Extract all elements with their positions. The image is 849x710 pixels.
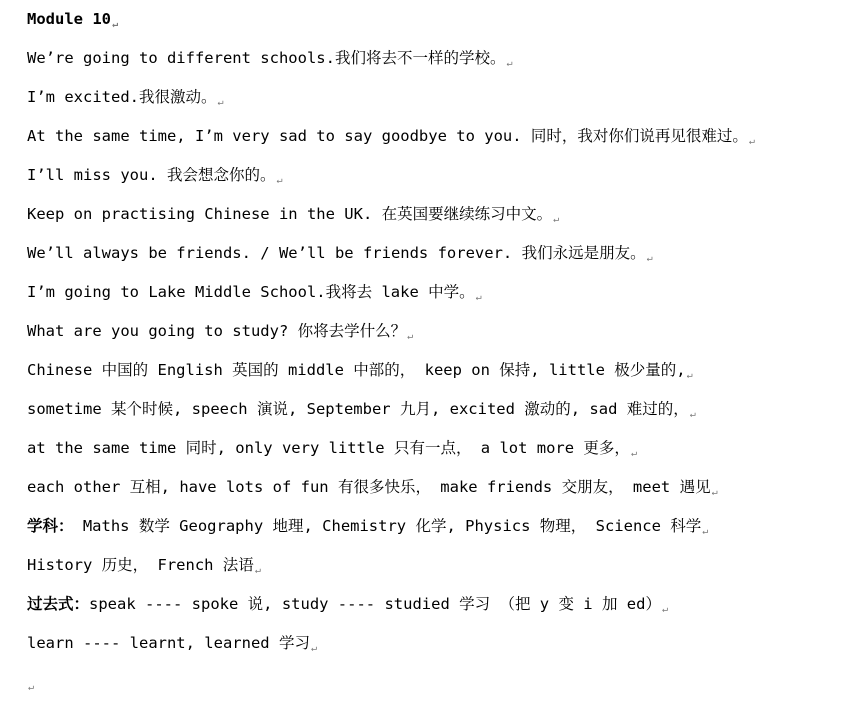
sentence-line xyxy=(27,320,842,359)
subjects-line-2 xyxy=(27,554,842,593)
paragraph-mark-icon: ↵ xyxy=(553,214,560,225)
paragraph-mark-icon: ↵ xyxy=(711,487,718,498)
past-tense-label: 过去式： xyxy=(27,595,90,613)
sentence-text: At the same time, I’m very sad to say goodbye to you. 同时，我对你们说再见很难过。 xyxy=(27,127,748,145)
vocabulary-line xyxy=(27,476,842,515)
paragraph-mark-icon: ↵ xyxy=(112,19,119,30)
paragraph-mark-icon: ↵ xyxy=(254,565,261,576)
paragraph-mark-icon: ↵ xyxy=(748,136,755,147)
paragraph-mark-icon: ↵ xyxy=(702,526,709,537)
sentence-text: We’ll always be friends. / We’ll be friends forever. 我们永远是朋友。 xyxy=(27,244,646,262)
paragraph-mark-icon: ↵ xyxy=(217,97,224,108)
empty-line xyxy=(27,671,842,710)
sentence-line xyxy=(27,164,842,203)
paragraph-mark-icon: ↵ xyxy=(475,292,482,303)
past-tense-line xyxy=(27,593,842,632)
paragraph-mark-icon: ↵ xyxy=(276,175,283,186)
sentence-line xyxy=(27,86,842,125)
vocabulary-text: Chinese 中国的 English 英国的 middle 中部的， keep on 保持, little 极少量的, xyxy=(27,361,686,379)
sentence-line xyxy=(27,47,842,86)
sentence-text: Keep on practising Chinese in the UK. 在英国要继续练习中文。 xyxy=(27,205,553,223)
module-title-text: Module 10 xyxy=(27,10,111,28)
sentence-text: I’ll miss you. 我会想念你的。 xyxy=(27,166,276,184)
paragraph-mark-icon: ↵ xyxy=(506,58,513,69)
sentence-line xyxy=(27,281,842,320)
vocabulary-text: sometime 某个时候, speech 演说, September 九月, excited 激动的, sad 难过的， xyxy=(27,400,689,418)
sentence-text: What are you going to study? 你将去学什么？ xyxy=(27,322,407,340)
vocabulary-line xyxy=(27,398,842,437)
past-tense-text: speak ---- spoke 说, study ---- studied 学习 （把 y 变 i 加 ed） xyxy=(89,595,661,613)
paragraph-mark-icon: ↵ xyxy=(310,643,317,654)
subjects-text: Maths 数学 Geography 地理, Chemistry 化学, Physics 物理， Science 科学 xyxy=(73,517,702,535)
vocabulary-line xyxy=(27,437,842,476)
subjects-line xyxy=(27,515,842,554)
sentence-line xyxy=(27,125,842,164)
sentence-text: We’re going to different schools.我们将去不一样的学校。 xyxy=(27,49,506,67)
vocabulary-text: at the same time 同时, only very little 只有一点， a lot more 更多， xyxy=(27,439,630,457)
paragraph-mark-icon: ↵ xyxy=(407,331,414,342)
sentence-text: I’m going to Lake Middle School.我将去 lake 中学。 xyxy=(27,283,475,301)
paragraph-mark-icon: ↵ xyxy=(689,409,696,420)
past-tense-text-2: learn ---- learnt, learned 学习 xyxy=(27,634,310,652)
paragraph-mark-icon: ↵ xyxy=(630,448,637,459)
sentence-line xyxy=(27,242,842,281)
past-tense-line-2 xyxy=(27,632,842,671)
sentence-text: I’m excited.我很激动。 xyxy=(27,88,217,106)
subjects-label: 学科： xyxy=(27,517,74,535)
paragraph-mark-icon: ↵ xyxy=(646,253,653,264)
paragraph-mark-icon: ↵ xyxy=(686,370,693,381)
paragraph-mark-icon: ↵ xyxy=(28,682,35,693)
vocabulary-text: each other 互相, have lots of fun 有很多快乐， make friends 交朋友， meet 遇见 xyxy=(27,478,711,496)
module-title xyxy=(27,8,842,47)
vocabulary-line xyxy=(27,359,842,398)
paragraph-mark-icon: ↵ xyxy=(661,604,668,615)
sentence-line xyxy=(27,203,842,242)
subjects-text-2: History 历史， French 法语 xyxy=(27,556,254,574)
document-body xyxy=(27,8,842,710)
